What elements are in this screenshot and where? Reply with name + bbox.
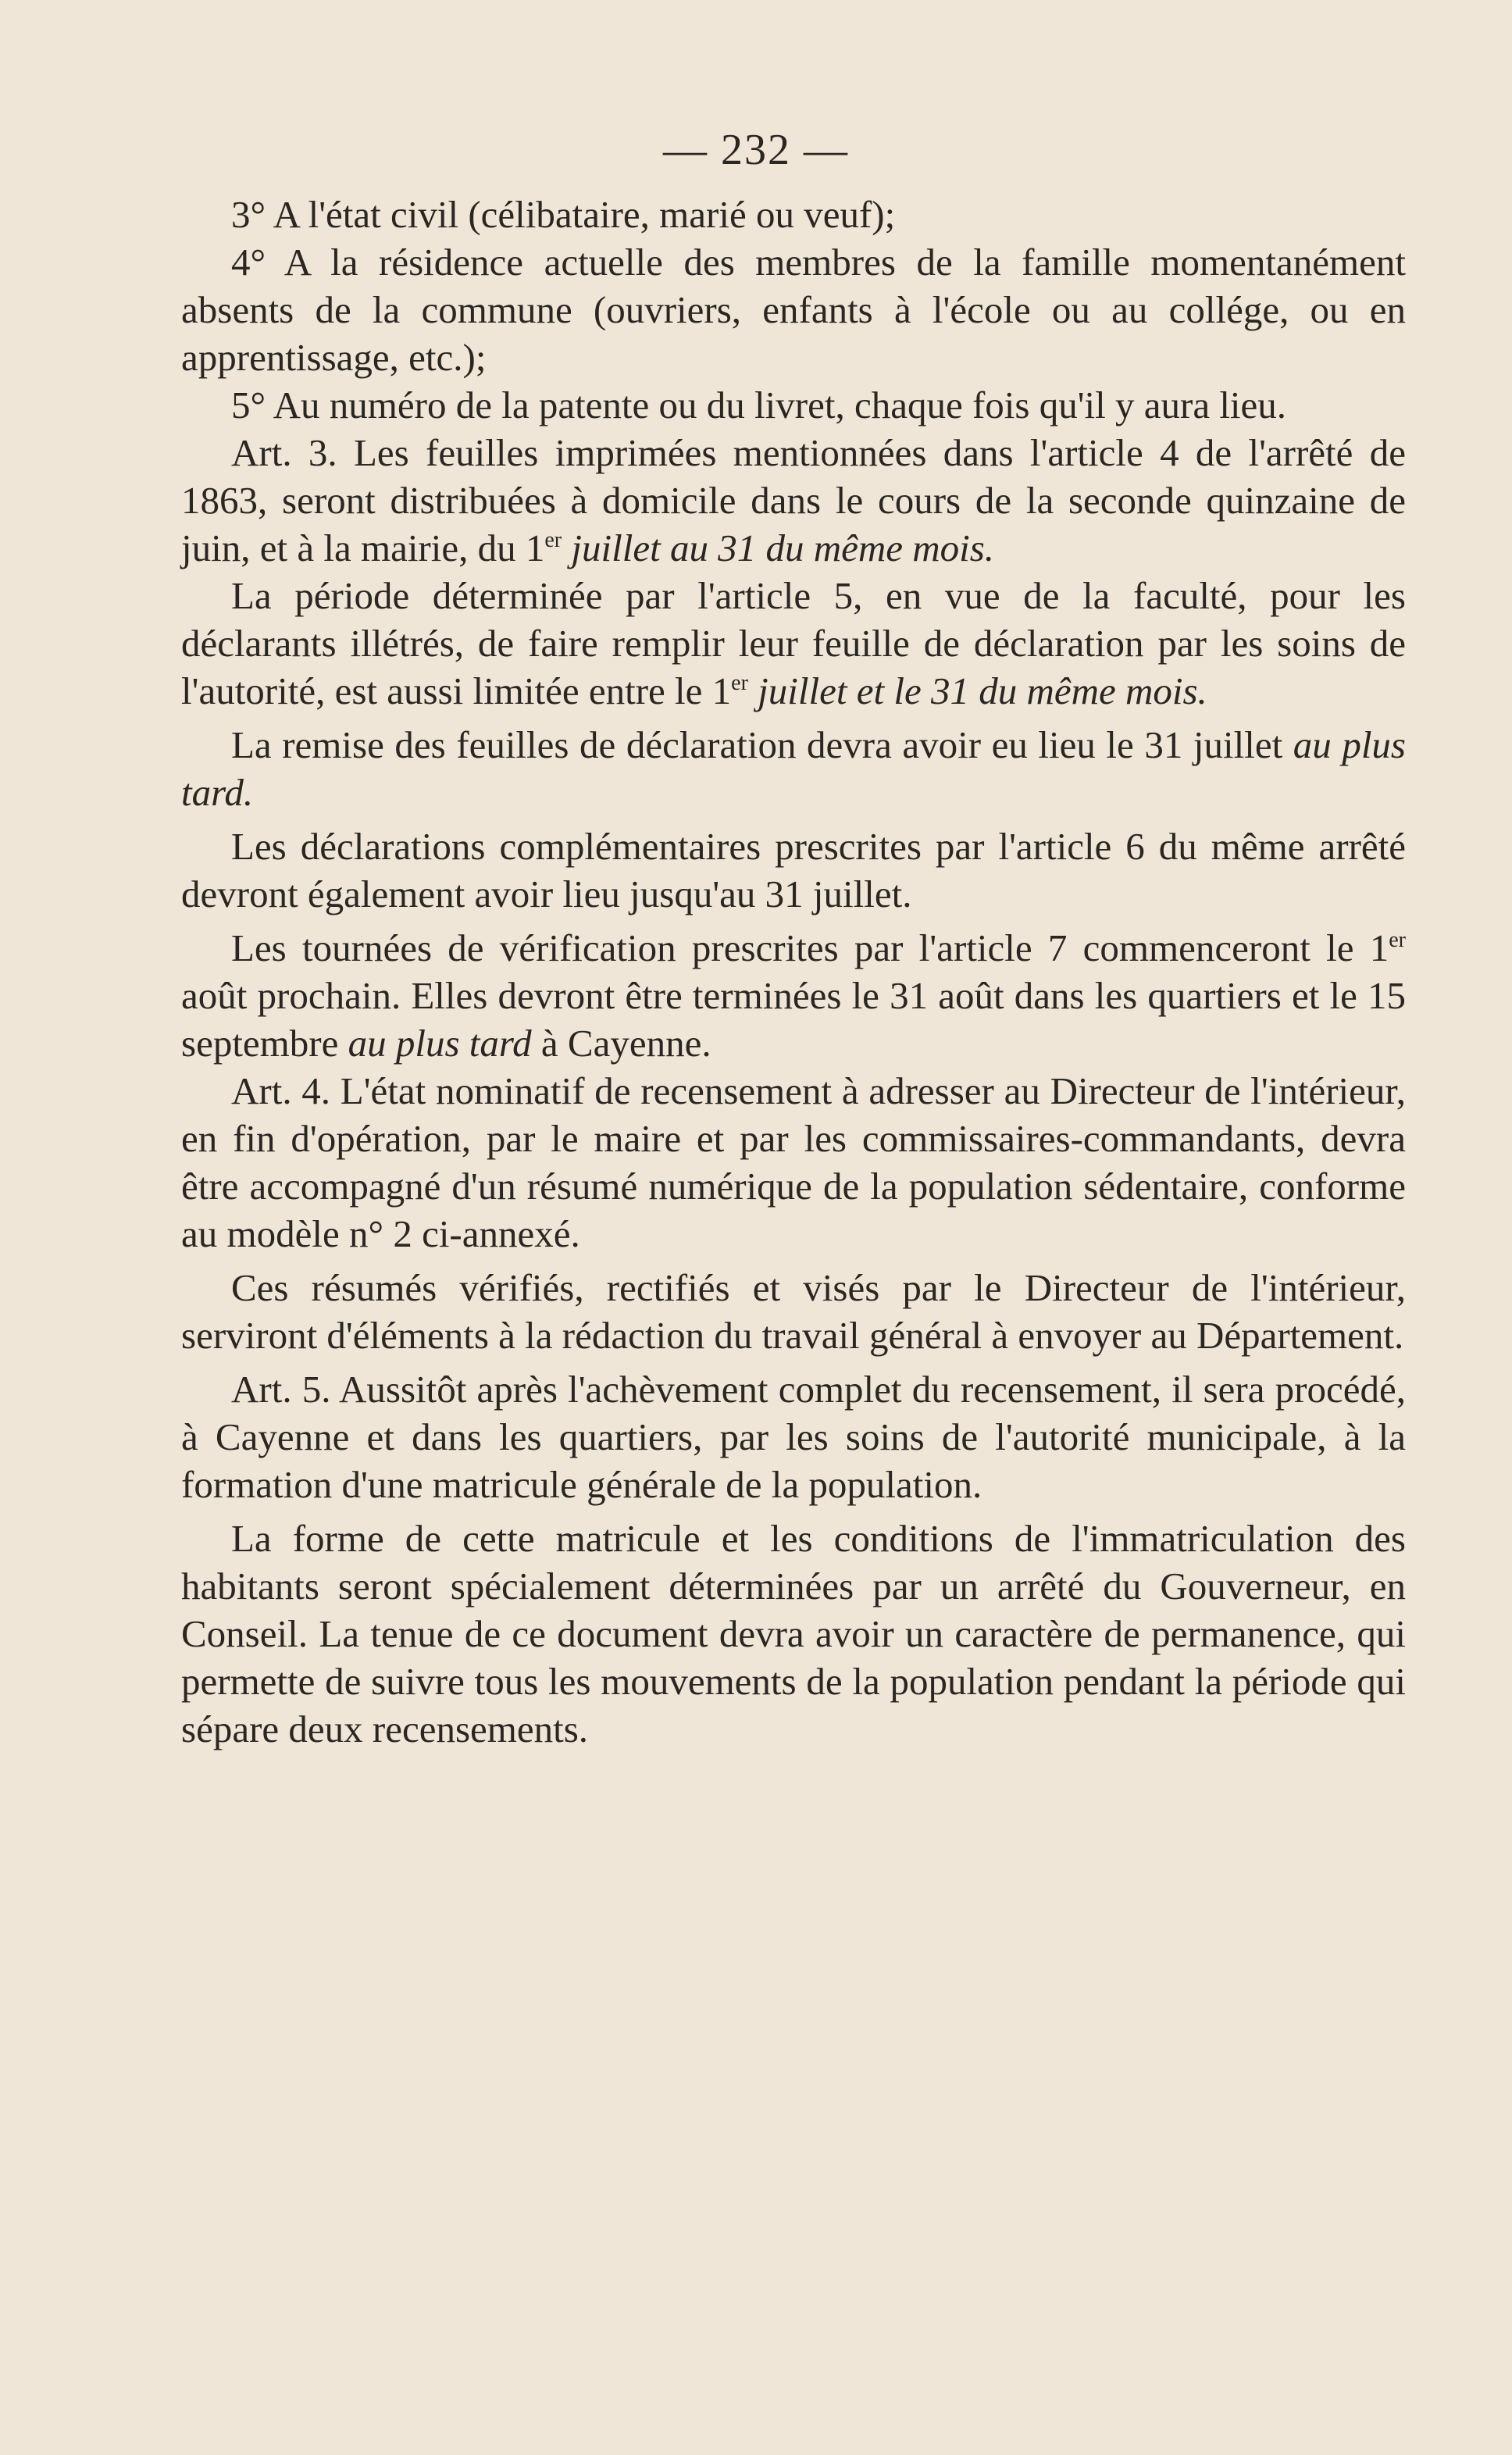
paragraph (181, 429, 1406, 572)
paragraph (181, 1515, 1406, 1753)
paragraph (181, 1365, 1406, 1508)
text-segment: Art. 5. Aussitôt après l'achèvement complet du recensement, il sera procédé, à Cayenne et dans les quartiers, par les soins de l'autorité municipale, à la formation d'une matricule générale de la population. (181, 1368, 1406, 1506)
text-segment: La période déterminée par l'article 5, en vue de la faculté, pour les déclarants illétrés, de faire remplir leur feuille de déclaration par les soins de l'autorité, est aussi limitée entre le 1 (181, 574, 1406, 712)
text-segment: La forme de cette matricule et les conditions de l'immatriculation des habitants seront spécialement déterminées par un arrêté du Gouverneur, en Conseil. La tenue de ce document devra avoir un caractère de permanence, qui permette de suivre tous les mouvements de la population pendant la période qui sépare deux recensements. (181, 1517, 1406, 1750)
paragraph (181, 721, 1406, 816)
body-text (181, 191, 1406, 1759)
paragraph (181, 1067, 1406, 1258)
page-number: — 232 — (663, 126, 849, 174)
text-segment: Art. 3. Les feuilles imprimées mentionnées dans l'article 4 de l'arrêté de 1863, seront distribuées à domicile dans le cours de la seconde quinzaine de juin, et à la mairie, du 1 (181, 431, 1406, 569)
paragraph (181, 1264, 1406, 1359)
text-segment: Art. 4. L'état nominatif de recensement à adresser au Directeur de l'intérieur, en fin d'opération, par le maire et par les commissaires-commandants, devra être accompagné d'un résumé numérique de la population sédentaire, conforme au modèle n° 2 ci-annexé. (181, 1069, 1406, 1255)
text-segment: Les tournées de vérification prescrites par l'article 7 commenceront le 1 (231, 926, 1389, 969)
text-segment: Les déclarations complémentaires prescrites par l'article 6 du même arrêté devront également avoir lieu jusqu'au 31 juillet. (181, 825, 1406, 915)
superscript: er (1389, 928, 1406, 952)
text-segment: Ces résumés vérifiés, rectifiés et visés par le Directeur de l'intérieur, serviront d'éléments à la rédaction du travail général à envoyer au Département. (181, 1266, 1406, 1357)
paragraph (181, 381, 1406, 429)
italic-text: au plus tard (348, 1022, 532, 1065)
text-segment: à Cayenne. (531, 1022, 711, 1065)
italic-text: juillet au 31 du même mois. (562, 526, 995, 569)
italic-text: juillet et le 31 du même mois. (747, 669, 1207, 712)
paragraph (181, 924, 1406, 1067)
text-segment: août prochain. Elles devront être terminées le 31 août dans les quartiers et le 15 septembre (181, 974, 1406, 1065)
text-segment: 4° A la résidence actuelle des membres de la famille momentanément absents de la commune (ouvriers, enfants à l'école ou au collége, ou en apprentissage, etc.); (181, 241, 1406, 379)
paragraph (181, 238, 1406, 381)
paragraph (181, 572, 1406, 715)
text-segment: 3° A l'état civil (célibataire, marié ou veuf); (231, 193, 896, 236)
paragraph (181, 822, 1406, 918)
text-segment: 5° Au numéro de la patente ou du livret, chaque fois qu'il y aura lieu. (231, 384, 1287, 426)
superscript: er (731, 671, 748, 695)
text-segment: La remise des feuilles de déclaration devra avoir eu lieu le 31 juillet (231, 723, 1293, 766)
paragraph (181, 191, 1406, 238)
superscript: er (544, 528, 562, 552)
italic-text: au plus tard. (181, 723, 1406, 814)
